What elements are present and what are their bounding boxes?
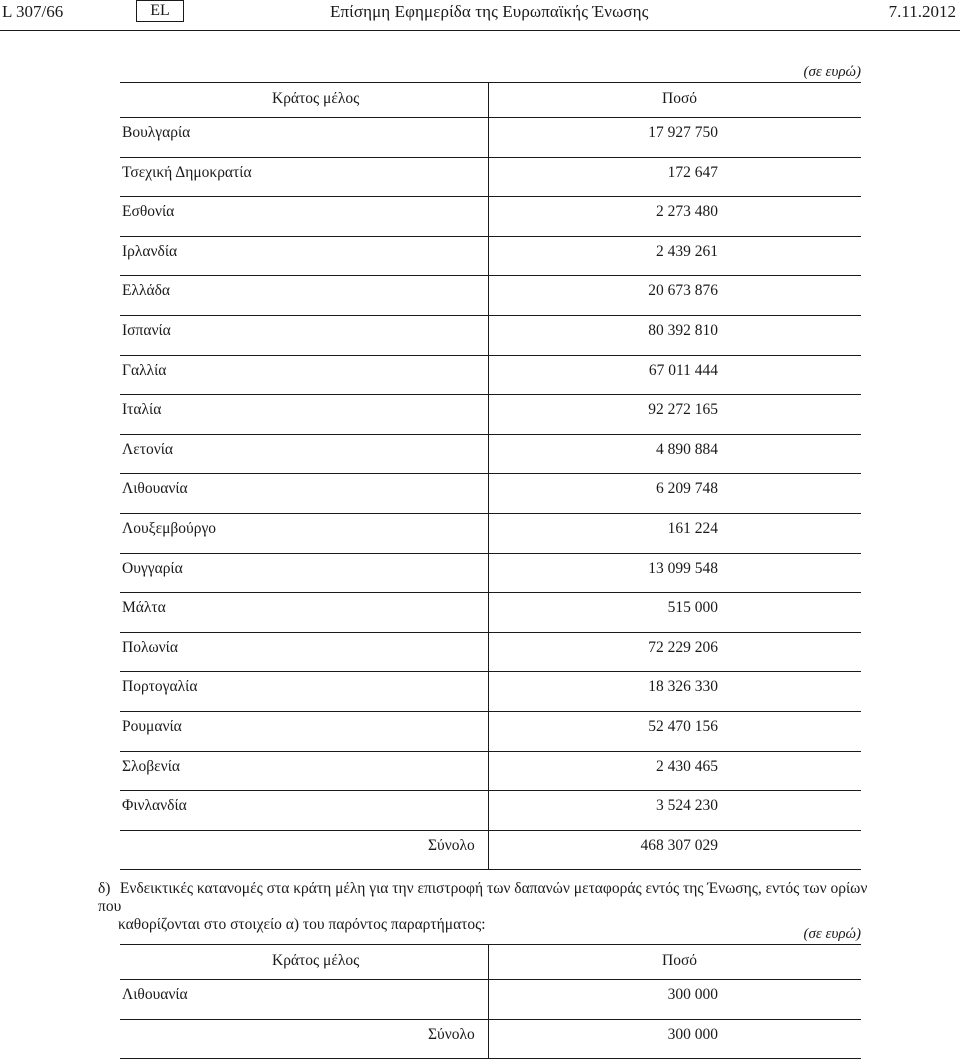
member-state: Ισπανία: [122, 321, 171, 339]
table-row: [120, 554, 861, 594]
column-divider: [488, 671, 489, 712]
column-divider: [488, 236, 489, 277]
journal-title: Επίσημη Εφημερίδα της Ευρωπαϊκής Ένωσης: [330, 2, 649, 21]
column-divider: [488, 355, 489, 396]
column-divider: [488, 82, 489, 118]
table-row: [120, 118, 861, 158]
amount: 300 000: [667, 986, 718, 1003]
table-row: [120, 514, 861, 554]
column-divider: [488, 790, 489, 831]
amount: 515 000: [667, 599, 718, 617]
column-divider: [488, 553, 489, 594]
table-row: [120, 158, 861, 198]
paragraph-label: δ): [98, 880, 111, 897]
table-row: [120, 395, 861, 435]
table2-header-row: [120, 944, 861, 980]
paragraph-text-line2: καθορίζονται στο στοιχείο α) του παρόντος παραρτήματος:: [118, 916, 486, 933]
amount: 72 229 206: [648, 638, 718, 656]
member-state: Ελλάδα: [122, 282, 171, 300]
language-badge: EL: [136, 0, 184, 22]
column-divider: [488, 117, 489, 158]
total-amount: 468 307 029: [640, 836, 718, 854]
header-rule: [0, 30, 960, 31]
member-state: Ιταλία: [122, 401, 162, 419]
column-divider: [488, 711, 489, 752]
table-row: [120, 474, 861, 514]
column-header-state: Κράτος μέλος: [272, 952, 360, 969]
amount: 3 524 230: [656, 797, 718, 815]
page-header: [0, 0, 960, 32]
column-header-amount: Ποσό: [662, 952, 698, 969]
column-divider: [488, 473, 489, 514]
table1: [120, 82, 861, 870]
table2-unit-note: (σε ευρώ): [803, 926, 861, 942]
paragraph-text-line1: Ενδεικτικές κατανομές στα κράτη μέλη για την επιστροφή των δαπανών μεταφοράς εντός της Ένωσης, εντός των ορίων που: [98, 880, 868, 915]
total-label: Σύνολο: [428, 1025, 475, 1043]
member-state: Λιθουανία: [122, 986, 188, 1003]
column-divider: [488, 830, 489, 871]
amount: 4 890 884: [656, 440, 718, 458]
table2-total-row: [120, 1020, 861, 1059]
amount: 2 439 261: [656, 242, 718, 260]
member-state: Σλοβενία: [122, 757, 180, 775]
member-state: Φινλανδία: [122, 797, 187, 815]
total-label: Σύνολο: [428, 836, 475, 854]
amount: 92 272 165: [648, 401, 718, 419]
member-state: Πορτογαλία: [122, 678, 198, 696]
amount: 18 326 330: [648, 678, 718, 696]
column-divider: [488, 979, 489, 1020]
amount: 2 273 480: [656, 203, 718, 221]
table1-total-row: [120, 831, 861, 871]
column-divider: [488, 434, 489, 475]
member-state: Λιθουανία: [122, 480, 188, 498]
table-row: [120, 752, 861, 792]
column-divider: [488, 513, 489, 554]
publication-date: 7.11.2012: [888, 2, 956, 21]
amount: 80 392 810: [648, 321, 718, 339]
column-divider: [488, 157, 489, 198]
amount: 20 673 876: [648, 282, 718, 300]
table-row: [120, 435, 861, 475]
amount: 17 927 750: [648, 124, 718, 141]
table-row: [120, 276, 861, 316]
amount: 67 011 444: [648, 361, 718, 379]
table1-unit-note: (σε ευρώ): [803, 64, 861, 80]
column-divider: [488, 592, 489, 633]
amount: 13 099 548: [648, 559, 718, 577]
member-state: Εσθονία: [122, 203, 175, 221]
column-divider: [488, 196, 489, 237]
table2: [120, 944, 861, 1059]
column-divider: [488, 275, 489, 316]
table1-header-row: [120, 82, 861, 118]
member-state: Γαλλία: [122, 361, 167, 379]
amount: 52 470 156: [648, 717, 718, 735]
member-state: Λετονία: [122, 440, 174, 458]
table-row: [120, 633, 861, 673]
table-row: [120, 237, 861, 277]
column-divider: [488, 944, 489, 980]
table-row: [120, 316, 861, 356]
column-divider: [488, 394, 489, 435]
table-row: [120, 791, 861, 831]
column-divider: [488, 632, 489, 673]
table-row: [120, 712, 861, 752]
amount: 161 224: [667, 519, 718, 537]
column-header-state: Κράτος μέλος: [272, 90, 360, 107]
member-state: Ουγγαρία: [122, 559, 183, 577]
total-amount: 300 000: [667, 1025, 718, 1043]
member-state: Ρουμανία: [122, 717, 182, 735]
paragraph-d: [98, 880, 868, 934]
column-header-amount: Ποσό: [662, 90, 698, 107]
column-divider: [488, 315, 489, 356]
member-state: Βουλγαρία: [122, 124, 191, 141]
member-state: Πολωνία: [122, 638, 178, 656]
table-row: [120, 980, 861, 1020]
table-row: [120, 672, 861, 712]
amount: 6 209 748: [656, 480, 718, 498]
member-state: Ιρλανδία: [122, 242, 178, 260]
member-state: Τσεχική Δημοκρατία: [122, 163, 252, 181]
table-row: [120, 593, 861, 633]
column-divider: [488, 751, 489, 792]
table-row: [120, 356, 861, 396]
page-reference: L 307/66: [2, 2, 64, 21]
table-row: [120, 197, 861, 237]
member-state: Λουξεμβούργο: [122, 519, 217, 537]
member-state: Μάλτα: [122, 599, 166, 617]
column-divider: [488, 1019, 489, 1059]
amount: 172 647: [667, 163, 718, 181]
amount: 2 430 465: [656, 757, 718, 775]
